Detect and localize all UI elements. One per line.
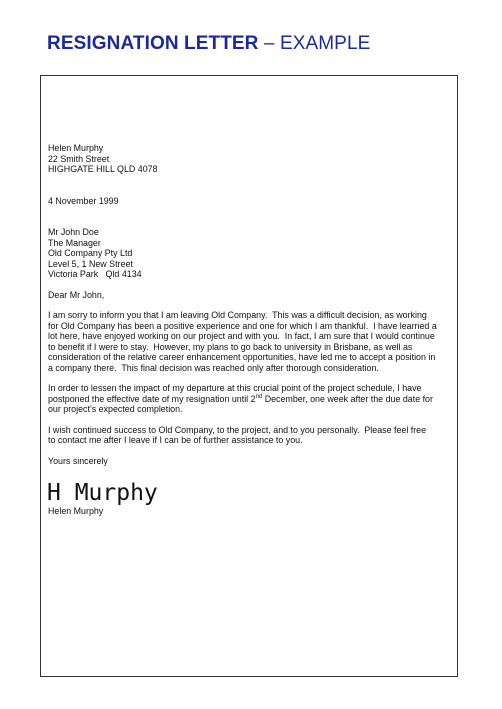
salutation-block [48, 290, 458, 301]
paragraph-1-line: lot here, have enjoyed working on our project and with you. In fact, I am sure that I would continue [48, 331, 435, 341]
paragraph-1-line: to benefit if I were to stay. However, my plans to go back to university in Brisbane, as well as [48, 341, 413, 352]
sender-suburb: HIGHGATE HILL QLD 4078 [48, 164, 158, 174]
paragraph-2-line: In order to lessen the impact of my departure at this crucial point of the project schedule, I have [48, 383, 422, 393]
letter-date-block [48, 196, 458, 207]
paragraph-1-line: a company there. This final decision was reached only after thorough consideration. [48, 362, 379, 373]
title-rest: – EXAMPLE [258, 33, 371, 54]
sender-address [48, 143, 458, 175]
paragraph-2-line: our project’s expected completion. [48, 404, 183, 414]
recipient-title: The Manager [48, 237, 101, 248]
paragraph-1-line: for Old Company has been a positive experience and one for which I am thankful. I have learned a [48, 320, 437, 331]
page-title [47, 33, 370, 55]
letter-body [48, 143, 458, 517]
closing: Yours sincerely [48, 455, 108, 466]
recipient-name: Mr John Doe [48, 227, 99, 237]
salutation: Dear Mr John, [48, 289, 105, 300]
recipient-address-line-2: Victoria Park Qld 4134 [48, 269, 142, 279]
paragraph-2-line [48, 394, 458, 405]
paragraph-2-line-2-start: postponed the effective date of my resignation until 2 [48, 393, 256, 404]
paragraph-3-line: to contact me after I leave if I can be of further assistance to you. [48, 435, 303, 445]
paragraph-3-line: I wish continued success to Old Company, to the project, and to you personally. Please feel free [48, 424, 427, 435]
letter-date: 4 November 1999 [48, 195, 119, 206]
signed-name: Helen Murphy [48, 506, 104, 516]
paragraph-2-line-2-end: December, one week after the due date for [262, 393, 433, 404]
paragraph-2 [48, 383, 458, 415]
ordinal-suffix: nd [255, 393, 263, 400]
closing-block [48, 456, 458, 467]
paragraph-3 [48, 425, 458, 446]
paragraph-1-line: consideration of the relative career enhancement opportunities, have led me to accept a position in [48, 352, 436, 362]
signature: H Murphy [47, 480, 158, 506]
paragraph-1-line: I am sorry to inform you that I am leaving Old Company. This was a difficult decision, as working [48, 310, 427, 320]
title-bold: RESIGNATION LETTER [47, 33, 259, 54]
recipient-address-line-1: Level 5, 1 New Street [48, 258, 133, 269]
recipient-address [48, 227, 458, 280]
paragraph-1 [48, 310, 458, 373]
recipient-company: Old Company Pty Ltd [48, 248, 133, 258]
sender-street: 22 Smith Street [48, 153, 110, 164]
sender-name: Helen Murphy [48, 143, 104, 153]
